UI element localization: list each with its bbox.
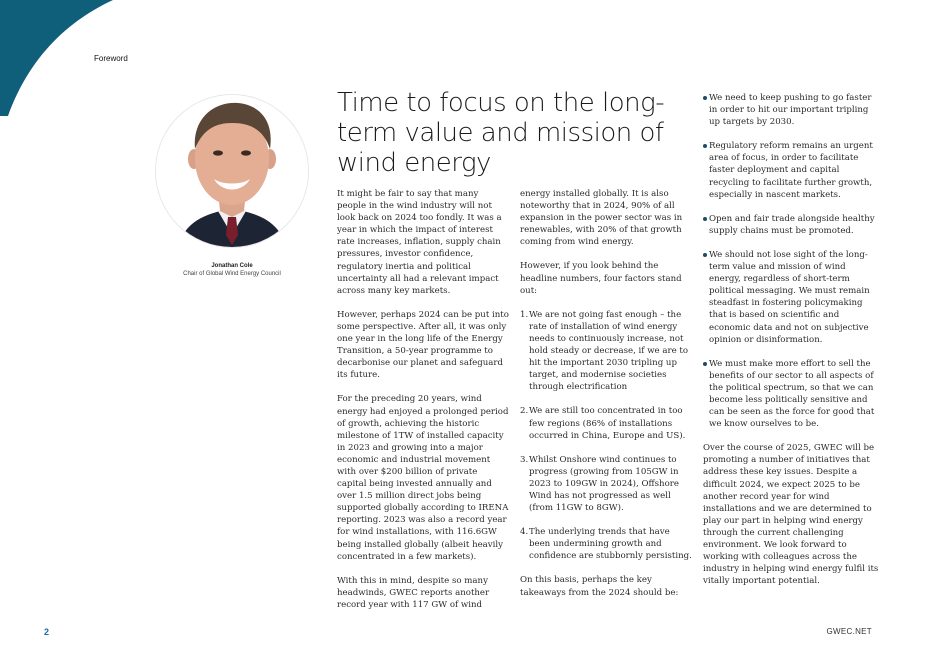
takeaways-list bbox=[703, 92, 879, 430]
factor-item bbox=[520, 309, 692, 394]
body-paragraph: However, if you look behind the headline numbers, four factors stand out: bbox=[520, 261, 682, 296]
factors-list bbox=[520, 309, 692, 563]
author-portrait bbox=[156, 95, 308, 247]
factor-text: Whilst Onshore wind continues to progress (growing from 105GW in 2023 to 109GW in 2024), Offshore Wind has not progressed as well (from 11GW to 8GW). bbox=[529, 454, 679, 514]
takeaway-item: We should not lose sight of the long-term value and mission of wind energy, regardless of short-term political messaging. We must remain steadfast in fostering policymaking that is based on scientific and economic data and not on subjective opinion or disinformation. bbox=[703, 249, 879, 346]
factor-number: 4. bbox=[520, 527, 529, 538]
body-paragraph: energy installed globally. It is also noteworthy that in 2024, 90% of all expansion in the power sector was in renewables, with 20% of that growth coming from wind energy. bbox=[520, 189, 683, 248]
author-role: Chair of Global Wind Energy Council bbox=[183, 271, 281, 277]
body-paragraph: It might be fair to say that many people in the wind industry will not look back on 2024 too fondly. It was a year in which the impact of interest rate increases, inflation, supply chain pressures, investor confidence, regulatory inertia and political uncertainty all had a relevant impact across many key markets. bbox=[337, 189, 502, 296]
factor-item bbox=[520, 405, 692, 441]
body-paragraph: On this basis, perhaps the key takeaways from the 2024 should be: bbox=[520, 575, 679, 598]
takeaway-item: We need to keep pushing to go faster in order to hit our important tripling up targets by 2030. bbox=[703, 92, 879, 128]
factor-number: 2. bbox=[520, 406, 529, 417]
factor-item bbox=[520, 526, 692, 562]
body-paragraph: For the preceding 20 years, wind energy had enjoyed a prolonged period of growth, achieving the historic milestone of 1TW of installed capacity in 2023 and growing into a major economic and industrial movement with over $200 billion of private capital being invested annually and over 1.5 million direct jobs being supported globally according to IRENA reporting. 2023 was also a record year for wind installations, with 116.6GW being installed globally (albeit heavily concentrated in a few markets). bbox=[337, 394, 509, 562]
factor-number: 1. bbox=[520, 309, 529, 320]
footer-website: GWEC.NET bbox=[826, 627, 872, 636]
article-headline: Time to focus on the long-term value and mission of wind energy bbox=[337, 88, 665, 178]
section-label: Foreword bbox=[94, 54, 128, 63]
factor-text: We are still too concentrated in too few regions (86% of installations occurred in China, Europe and US). bbox=[529, 406, 686, 441]
page-number: 2 bbox=[44, 627, 50, 637]
body-column-1 bbox=[337, 188, 509, 623]
body-column-3 bbox=[703, 92, 879, 599]
takeaway-item: Open and fair trade alongside healthy supply chains must be promoted. bbox=[703, 213, 879, 237]
body-paragraph: However, perhaps 2024 can be put into some perspective. After all, it was only one year in the long life of the Energy Transition, a 50-year programme to decarbonise our planet and safeguard its future. bbox=[337, 309, 509, 381]
factor-item bbox=[520, 454, 692, 514]
takeaway-item: We must make more effort to sell the benefits of our sector to all aspects of the political spectrum, so that we can become less politically sensitive and can be seen as the force for good that we know ourselves to be. bbox=[703, 358, 879, 431]
author-name: Jonathan Cole bbox=[211, 263, 253, 269]
factor-text: We are not going fast enough – the rate of installation of wind energy needs to continuously increase, not hold steady or decrease, if we are to hit the important 2030 tripling up target, and modernise societies through electrification bbox=[529, 309, 689, 393]
takeaway-item: Regulatory reform remains an urgent area of focus, in order to facilitate faster deployment and capital recycling to facilitate further growth, especially in nascent markets. bbox=[703, 140, 879, 200]
factor-number: 3. bbox=[520, 454, 529, 465]
body-column-2 bbox=[520, 188, 692, 611]
body-paragraph: Over the course of 2025, GWEC will be promoting a number of initiatives that address these key issues. Despite a difficult 2024, we expect 2025 to be another record year for wind installations and we are determined to play our part in helping wind energy through the current challenging environment. We look forward to working with colleagues across the industry in helping wind energy fulfil its vitally important potential. bbox=[703, 443, 879, 587]
factor-text: The underlying trends that have been undermining growth and confidence are stubbornly persisting. bbox=[529, 527, 692, 562]
body-paragraph: With this in mind, despite so many headwinds, GWEC reports another record year with 117 GW of wind bbox=[337, 575, 490, 610]
